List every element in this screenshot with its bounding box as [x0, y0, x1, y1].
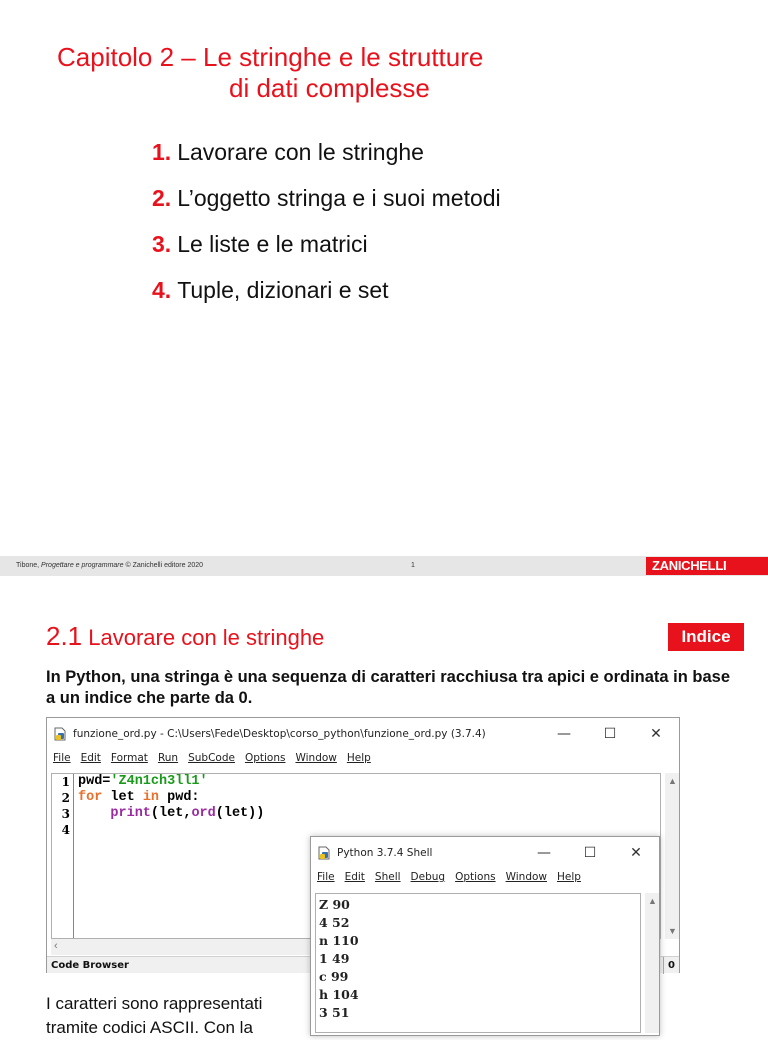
toc-item-number: 2.: [152, 185, 172, 211]
toc-item-number: 4.: [152, 277, 172, 303]
page-number: 1: [411, 562, 415, 569]
toc-item-label: Le liste e le matrici: [177, 231, 368, 257]
footer-book-title: Progettare e programmare: [41, 562, 124, 569]
shell-menubar: [311, 871, 659, 891]
editor-menubar: [47, 752, 679, 772]
scroll-left-icon[interactable]: ‹: [54, 940, 58, 952]
source-code: [78, 774, 264, 822]
column-indicator: 0: [663, 957, 679, 974]
scroll-up-icon[interactable]: ▲: [668, 776, 677, 786]
shell-title: Python 3.7.4 Shell: [337, 847, 433, 859]
code-line: for let in pwd:: [78, 790, 200, 805]
section-number: 2.1: [46, 621, 83, 651]
footer-author: Tibone,: [16, 562, 42, 569]
toc-item-label: Lavorare con le stringhe: [177, 139, 424, 165]
table-of-contents: [152, 138, 501, 322]
menu-edit[interactable]: Edit: [344, 871, 365, 883]
close-icon[interactable]: ✕: [630, 845, 642, 861]
menu-debug[interactable]: Debug: [410, 871, 446, 883]
menu-file[interactable]: File: [317, 871, 335, 883]
line-number: 1: [61, 775, 70, 789]
python-shell-icon: [317, 846, 331, 860]
toc-item-number: 1.: [152, 139, 172, 165]
chapter-title-line1: Capitolo 2 – Le stringhe e le strutture: [57, 42, 484, 72]
chapter-title-line2: di dati complesse: [229, 73, 430, 103]
toc-item[interactable]: [152, 138, 501, 184]
menu-options[interactable]: Options: [455, 871, 496, 883]
menu-options[interactable]: Options: [244, 752, 286, 764]
minimize-icon[interactable]: —: [557, 726, 571, 742]
scroll-up-icon[interactable]: ▲: [648, 896, 657, 906]
code-line: pwd='Z4n1ch3ll1': [78, 774, 208, 789]
toc-item[interactable]: [152, 276, 501, 322]
shell-window-controls: [521, 837, 659, 869]
output-line: c 99: [319, 969, 349, 984]
editor-titlebar[interactable]: [47, 718, 679, 750]
line-number: 2: [61, 791, 70, 805]
editor-vertical-scrollbar[interactable]: [665, 773, 679, 939]
toc-item-number: 3.: [152, 231, 172, 257]
slide-footer: [0, 556, 768, 576]
python-shell-window: [310, 836, 660, 1036]
menu-subcode[interactable]: SubCode: [188, 752, 235, 764]
indice-button[interactable]: Indice: [668, 623, 744, 651]
line-number: 3: [61, 807, 70, 821]
menu-file[interactable]: File: [53, 752, 71, 764]
chapter-title: [57, 42, 577, 104]
menu-help[interactable]: Help: [346, 752, 371, 764]
output-line: h 104: [319, 987, 359, 1002]
line-number: 4: [61, 823, 70, 837]
section-title: Lavorare con le stringhe: [82, 625, 325, 650]
code-line: print(let,ord(let)): [110, 806, 265, 821]
footer-credit: [16, 562, 203, 569]
body-text: I caratteri sono rappresentati tramite codici ASCII. Con la: [46, 994, 263, 1037]
editor-title: funzione_ord.py - C:\Users\Fede\Desktop\corso_python\funzione_ord.py (3.7.4): [73, 728, 486, 740]
shell-titlebar[interactable]: [311, 837, 659, 869]
code-browser-label[interactable]: Code Browser: [51, 960, 129, 971]
close-icon[interactable]: ✕: [650, 726, 662, 742]
menu-edit[interactable]: Edit: [80, 752, 101, 764]
zanichelli-logo: ZANICHELLI: [646, 557, 768, 575]
section-heading: [46, 621, 324, 653]
output-line: 3 51: [319, 1005, 350, 1020]
toc-item-label: Tuple, dizionari e set: [177, 277, 389, 303]
maximize-icon[interactable]: ☐: [603, 726, 617, 742]
output-line: 1 49: [319, 951, 350, 966]
maximize-icon[interactable]: ☐: [583, 845, 597, 861]
python-file-icon: [53, 727, 67, 741]
shell-vertical-scrollbar[interactable]: [645, 893, 659, 1033]
footer-publisher: © Zanichelli editore 2020: [123, 562, 204, 569]
line-numbers: [52, 774, 74, 938]
menu-format[interactable]: Format: [110, 752, 148, 764]
toc-item-label: L’oggetto stringa e i suoi metodi: [177, 185, 501, 211]
minimize-icon[interactable]: —: [537, 845, 551, 861]
toc-item[interactable]: [152, 230, 501, 276]
shell-output[interactable]: [315, 893, 641, 1033]
menu-shell[interactable]: Shell: [374, 871, 401, 883]
output-line: Z 90: [319, 897, 350, 912]
output-line: n 110: [319, 933, 359, 948]
menu-run[interactable]: Run: [157, 752, 179, 764]
scroll-down-icon[interactable]: ▼: [668, 926, 677, 936]
menu-help[interactable]: Help: [557, 871, 581, 883]
editor-window-controls: [541, 718, 679, 750]
output-line: 4 52: [319, 915, 350, 930]
toc-item[interactable]: [152, 184, 501, 230]
menu-window[interactable]: Window: [295, 752, 337, 764]
intro-paragraph: In Python, una stringa è una sequenza di caratteri racchiusa tra apici e ordinata in base a un indice che parte da 0.: [46, 668, 731, 707]
menu-window[interactable]: Window: [505, 871, 547, 883]
